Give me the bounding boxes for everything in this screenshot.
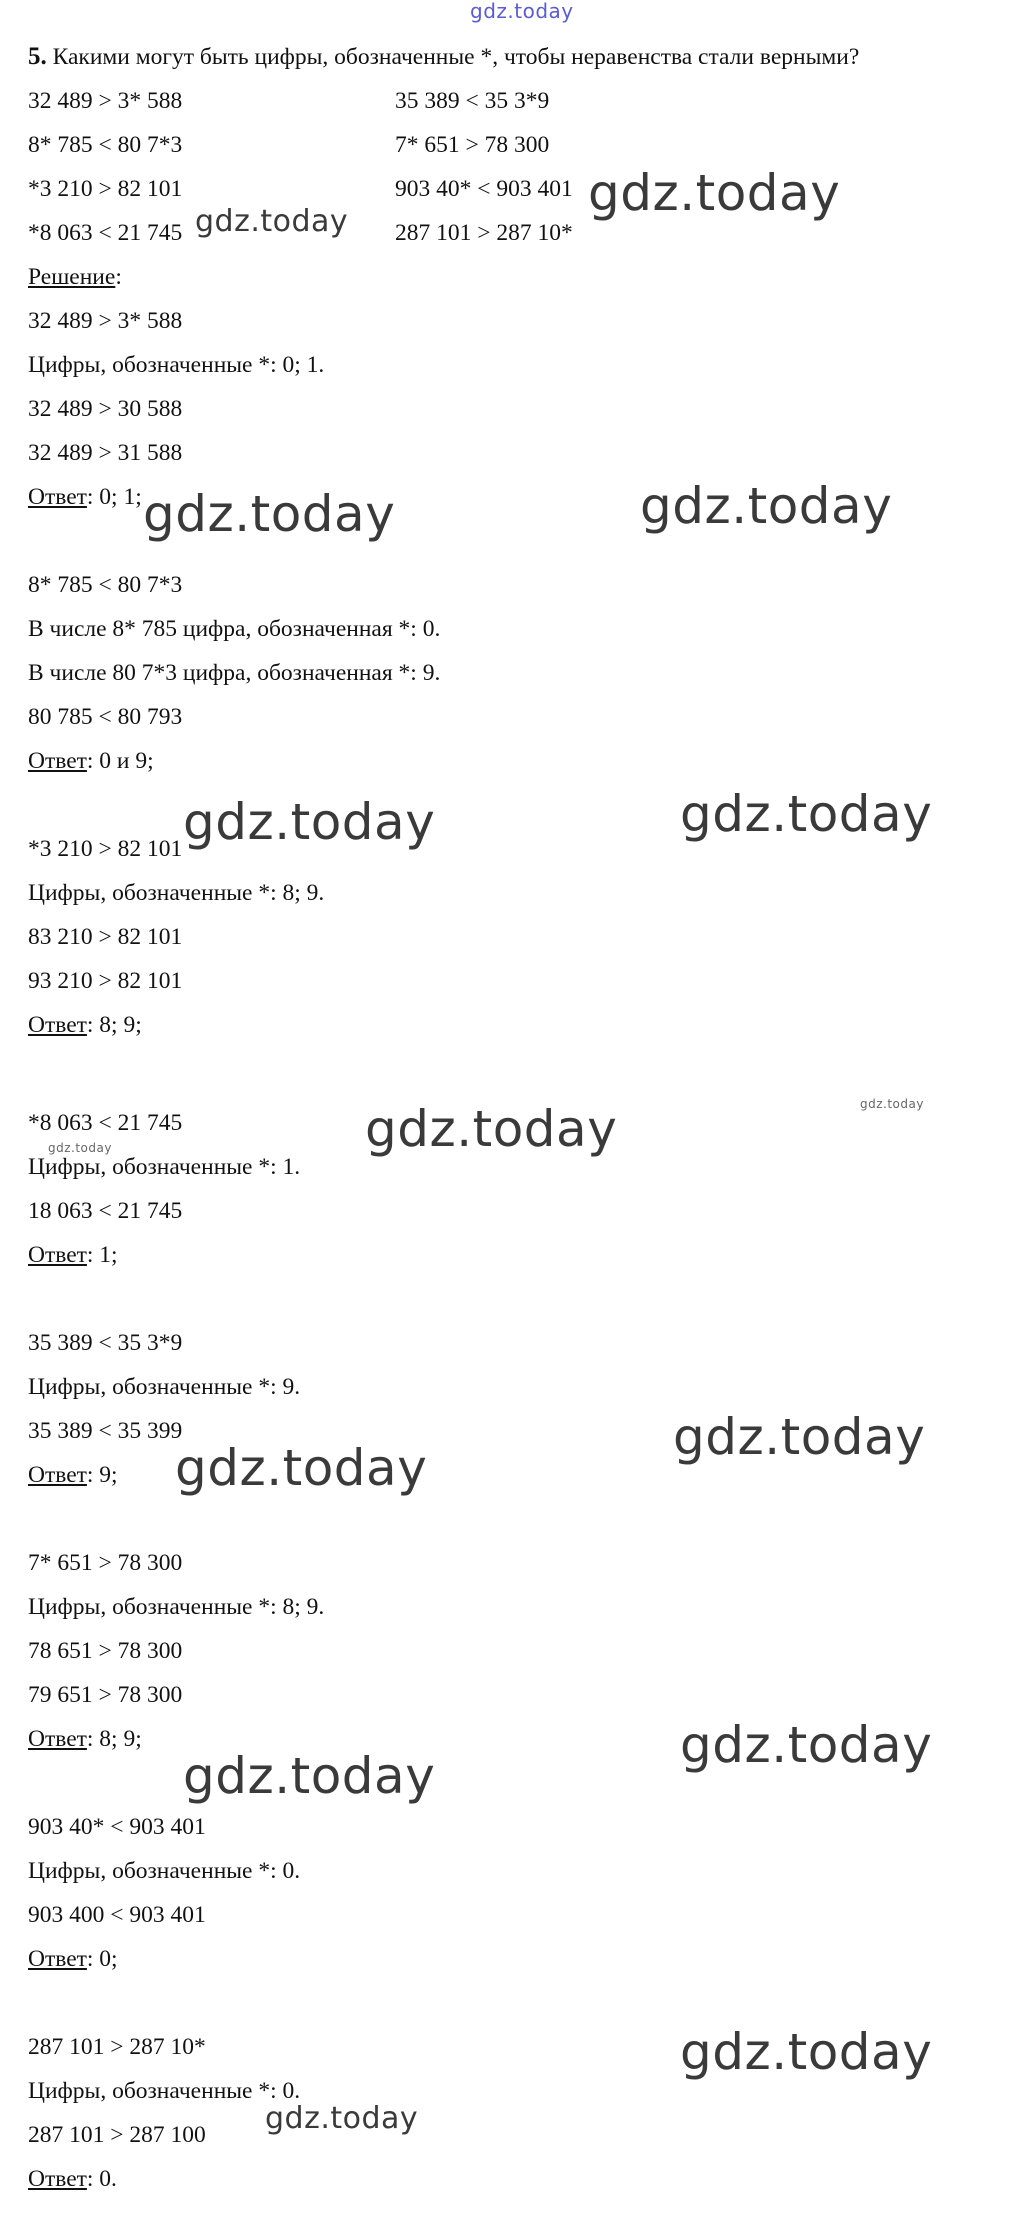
block4-line2: Цифры, обозначенные *: 1. [28,1154,301,1180]
answer-value: : 8; 9; [86,1726,142,1752]
answer-value: : 0 и 9; [86,748,154,774]
block8-line1: 287 101 > 287 10* [28,2034,206,2060]
answer-label: Ответ [28,1462,87,1488]
given-right-4: 287 101 > 287 10* [395,220,573,246]
answer-value: : 1; [86,1242,118,1268]
answer-value: : 0. [86,2166,117,2192]
block1-line2: Цифры, обозначенные *: 0; 1. [28,352,325,378]
watermark: gdz.today [183,793,436,851]
answer-value: : 8; 9; [86,1012,142,1038]
given-right-2: 7* 651 > 78 300 [395,132,550,158]
block7-line1: 903 40* < 903 401 [28,1814,206,1840]
answer-label: Ответ [28,2166,87,2192]
block4-answer [28,1240,118,1270]
block4-line1: *8 063 < 21 745 [28,1110,183,1136]
solution-label: Решение [28,264,116,290]
answer-label: Ответ [28,1946,87,1972]
answer-label: Ответ [28,1012,87,1038]
answer-label: Ответ [28,484,87,510]
given-right-3: 903 40* < 903 401 [395,176,573,202]
given-left-2: 8* 785 < 80 7*3 [28,132,183,158]
watermark: gdz.today [175,1439,428,1497]
watermark: gdz.today [365,1100,618,1158]
block3-line1: *3 210 > 82 101 [28,836,183,862]
block2-answer [28,746,154,776]
watermark: gdz.today [640,477,893,535]
watermark: gdz.today [183,1747,436,1805]
given-left-3: *3 210 > 82 101 [28,176,183,202]
solution-heading: Решение: [28,264,122,290]
answer-label: Ответ [28,1242,87,1268]
block6-line1: 7* 651 > 78 300 [28,1550,183,1576]
task-text: Какими могут быть цифры, обозначенные *, чтобы неравенства стали верными? [52,44,860,70]
block2-line4: 80 785 < 80 793 [28,704,183,730]
watermark: gdz.today [48,1141,112,1155]
block5-answer [28,1460,118,1490]
block3-answer [28,1010,142,1040]
block6-line3: 78 651 > 78 300 [28,1638,183,1664]
block7-line2: Цифры, обозначенные *: 0. [28,1858,301,1884]
block1-answer [28,482,142,512]
block2-line3: В числе 80 7*3 цифра, обозначенная *: 9. [28,660,441,686]
block3-line2: Цифры, обозначенные *: 8; 9. [28,880,325,906]
block7-answer [28,1944,118,1974]
given-left-4: *8 063 < 21 745 [28,220,183,246]
block5-line1: 35 389 < 35 3*9 [28,1330,183,1356]
watermark: gdz.today [680,2023,933,2081]
block6-line4: 79 651 > 78 300 [28,1682,183,1708]
block8-line2: Цифры, обозначенные *: 0. [28,2078,301,2104]
answer-value: : 0; [86,1946,118,1972]
block7-line3: 903 400 < 903 401 [28,1902,206,1928]
block3-line4: 93 210 > 82 101 [28,968,183,994]
watermark: gdz.today [588,164,841,222]
watermark: gdz.today [673,1408,926,1466]
block4-line3: 18 063 < 21 745 [28,1198,183,1224]
block6-line2: Цифры, обозначенные *: 8; 9. [28,1594,325,1620]
answer-label: Ответ [28,1726,87,1752]
answer-value: : 9; [86,1462,118,1488]
watermark: gdz.today [680,1716,933,1774]
given-left-1: 32 489 > 3* 588 [28,88,183,114]
block8-answer [28,2164,117,2194]
watermark: gdz.today [195,204,349,239]
block1-line1: 32 489 > 3* 588 [28,308,183,334]
watermark: gdz.today [860,1097,924,1111]
block2-line2: В числе 8* 785 цифра, обозначенная *: 0. [28,616,441,642]
block3-line3: 83 210 > 82 101 [28,924,183,950]
block5-line2: Цифры, обозначенные *: 9. [28,1374,301,1400]
answer-value: : 0; 1; [86,484,142,510]
task-number: 5. [28,43,47,70]
block2-line1: 8* 785 < 80 7*3 [28,572,183,598]
answer-label: Ответ [28,748,87,774]
block1-line3: 32 489 > 30 588 [28,396,183,422]
task-heading [28,42,859,72]
block8-line3: 287 101 > 287 100 [28,2122,206,2148]
block5-line3: 35 389 < 35 399 [28,1418,183,1444]
header-watermark: gdz.today [470,0,574,23]
watermark: gdz.today [265,2101,419,2136]
given-right-1: 35 389 < 35 3*9 [395,88,550,114]
block6-answer [28,1724,142,1754]
watermark: gdz.today [680,785,933,843]
watermark: gdz.today [143,485,396,543]
block1-line4: 32 489 > 31 588 [28,440,183,466]
